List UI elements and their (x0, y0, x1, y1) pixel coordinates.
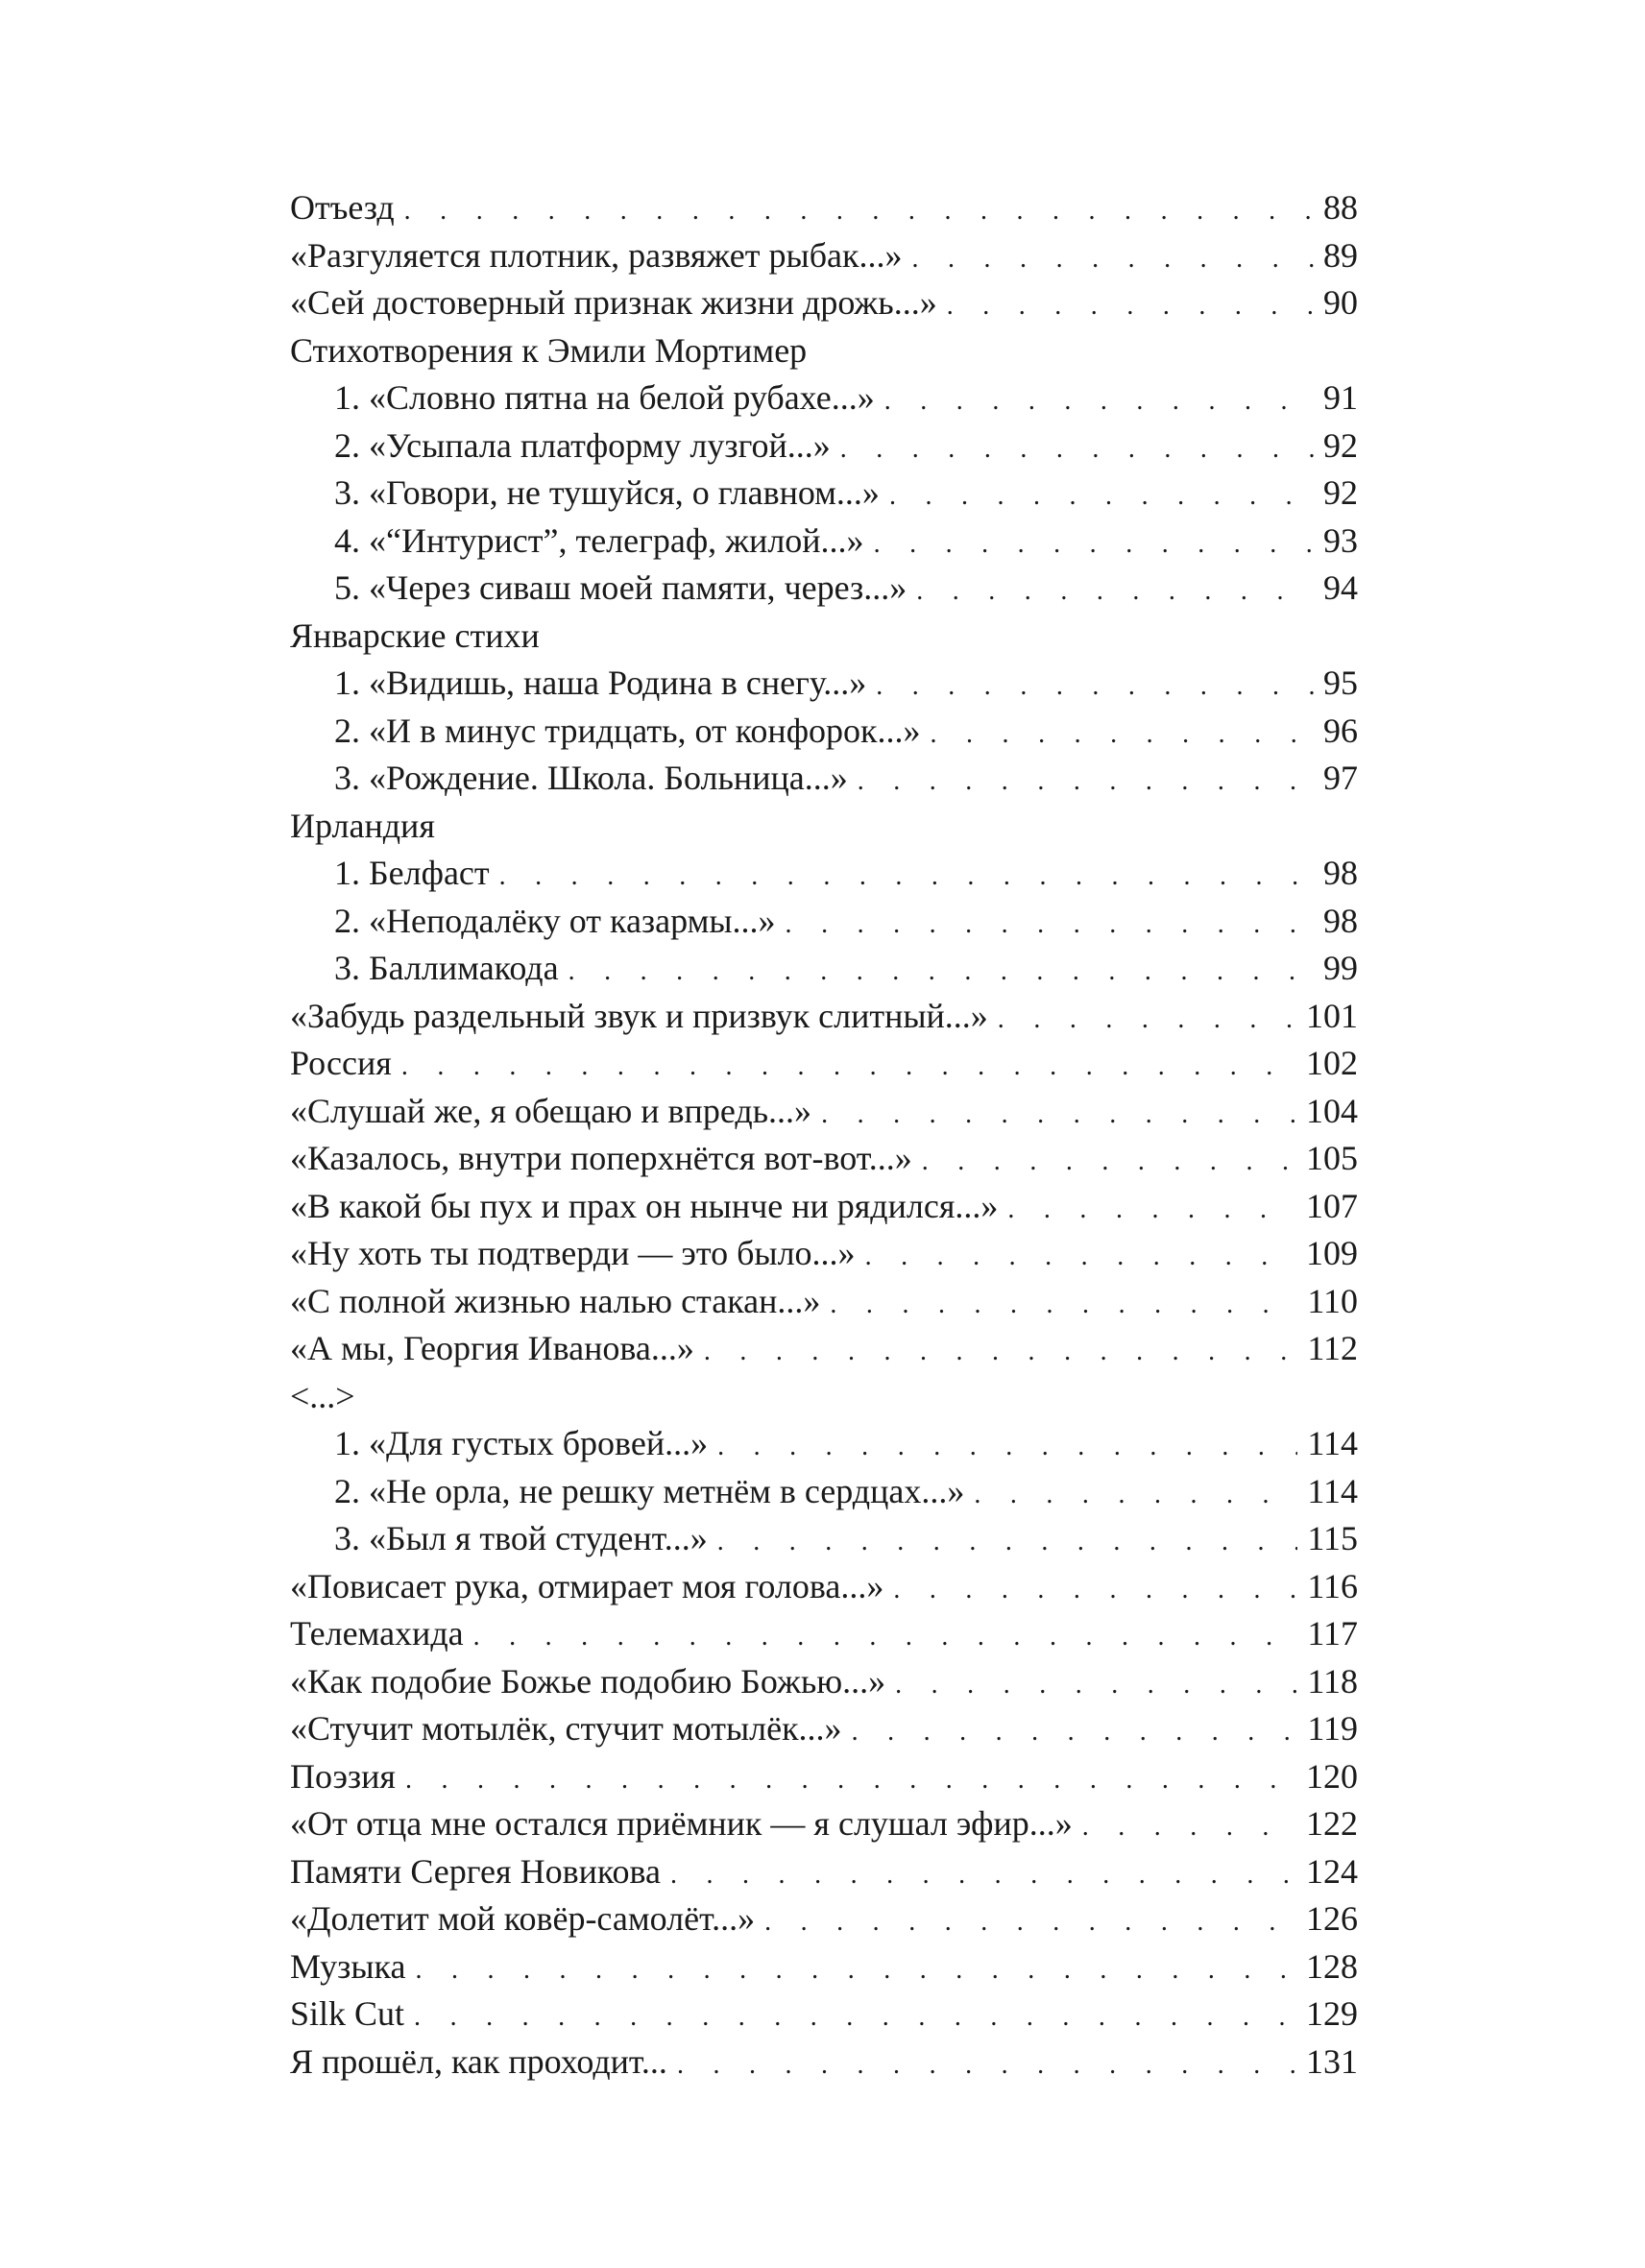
toc-entry (290, 993, 1358, 1041)
toc-entry (290, 1753, 1358, 1801)
dot-leader (717, 1423, 1297, 1468)
toc-entry-title: 2. «Усыпала платформу лузгой...» (334, 425, 831, 465)
dot-leader (998, 996, 1296, 1041)
dot-leader (916, 567, 1314, 613)
dot-leader (876, 663, 1314, 708)
dot-leader (404, 187, 1314, 232)
toc-entry-title: «В какой бы пух и прах он нынче ни рядился...» (290, 1186, 999, 1225)
toc-entry (290, 470, 1358, 518)
toc-entry-title: 1. «Видишь, наша Родина в снегу...» (334, 664, 867, 702)
toc-entry-page-number: 117 (1307, 1614, 1358, 1653)
dot-leader (893, 1566, 1297, 1611)
toc-entry-title: Ирландия (290, 806, 435, 845)
toc-entry (290, 898, 1358, 946)
toc-entry-title: 2. «Не орла, не решку метнём в сердцах...» (334, 1471, 965, 1510)
toc-entry-title: Музыка (290, 1946, 406, 1986)
dot-leader (830, 1281, 1297, 1326)
toc-entry-title: «Слушай же, я обещаю и впредь...» (290, 1091, 812, 1130)
toc-entry-title: Silk Cut (290, 1994, 405, 2033)
toc-entry-title: «Ну хоть ты подтверди — это было...» (290, 1234, 856, 1272)
toc-entry-title: «Сей достоверный признак жизни дрожь...» (290, 283, 937, 322)
toc-entry (290, 374, 1358, 422)
toc-entry-page-number: 93 (1323, 520, 1358, 560)
dot-leader (1082, 1803, 1296, 1848)
dot-leader (401, 1043, 1296, 1088)
toc-entry (290, 1468, 1358, 1516)
dot-leader (874, 520, 1314, 566)
toc-entry (290, 1373, 1358, 1421)
toc-entry-page-number: 90 (1323, 283, 1358, 322)
dot-leader (704, 1328, 1297, 1373)
toc-entry-page-number: 96 (1323, 711, 1358, 750)
toc-entry-title: 3. «Был я твой студент...» (334, 1519, 708, 1557)
dot-leader (912, 235, 1315, 280)
toc-entry-page-number: 92 (1323, 425, 1358, 465)
toc-entry-page-number: 110 (1307, 1281, 1358, 1320)
toc-entry-page-number: 98 (1323, 854, 1358, 892)
toc-entry (290, 1848, 1358, 1896)
toc-entry-title: Поэзия (290, 1756, 396, 1796)
toc-entry-page-number: 109 (1306, 1234, 1358, 1272)
toc-entry-title: Январские стихи (290, 615, 540, 655)
toc-entry (290, 755, 1358, 803)
dot-leader (947, 282, 1314, 327)
toc-entry-title: Стихотворения к Эмили Мортимер (290, 330, 808, 370)
toc-entry-page-number: 122 (1306, 1804, 1358, 1843)
dot-leader (884, 377, 1314, 422)
toc-entry-page-number: 104 (1306, 1091, 1358, 1130)
toc-entry-page-number: 114 (1307, 1424, 1358, 1462)
toc-entry (290, 850, 1358, 898)
toc-entry-page-number: 92 (1323, 473, 1358, 512)
toc-entry-page-number: 101 (1306, 996, 1358, 1035)
toc-entry-page-number: 95 (1323, 664, 1358, 702)
dot-leader (931, 711, 1314, 756)
toc-entry-page-number: 99 (1323, 949, 1358, 987)
toc-entry-title: 1. Белфаст (334, 854, 490, 892)
toc-entry (290, 1610, 1358, 1658)
toc-entry-title: «От отца мне остался приёмник — я слушал эфир...» (290, 1804, 1073, 1843)
toc-entry (290, 1088, 1358, 1136)
toc-entry (290, 1658, 1358, 1706)
toc-entry (290, 1278, 1358, 1326)
toc-entry-page-number: 98 (1323, 901, 1358, 940)
toc-entry-title: 3. «Рождение. Школа. Больница...» (334, 759, 848, 797)
toc-entry (290, 1705, 1358, 1753)
toc-entry (290, 1515, 1358, 1563)
toc-entry-page-number: 131 (1306, 2041, 1358, 2081)
toc-entry (290, 518, 1358, 566)
toc-entry-page-number: 118 (1307, 1661, 1358, 1701)
dot-leader (717, 1518, 1298, 1563)
toc-entry (290, 1991, 1358, 2039)
toc-entry-page-number: 128 (1306, 1946, 1358, 1986)
dot-leader (414, 1993, 1296, 2039)
dot-leader (568, 948, 1314, 993)
toc-entry-page-number: 107 (1306, 1186, 1358, 1225)
dot-leader (865, 1233, 1296, 1278)
toc-entry (290, 1895, 1358, 1943)
dot-leader (473, 1613, 1298, 1658)
toc-entry (290, 232, 1358, 280)
dot-leader (858, 758, 1314, 803)
toc-entry-page-number: 88 (1323, 188, 1358, 227)
toc-entry-title: «А мы, Георгия Иванова...» (290, 1329, 694, 1367)
dot-leader (974, 1471, 1297, 1516)
toc-entry (290, 1040, 1358, 1088)
toc-entry-title: 5. «Через сиваш моей памяти, через...» (334, 568, 907, 607)
toc-entry (290, 1230, 1358, 1278)
toc-entry-title: Я прошёл, как проходит... (290, 2041, 667, 2081)
toc-entry-title: 1. «Словно пятна на белой рубахе...» (334, 378, 875, 417)
toc-entry (290, 803, 1358, 851)
toc-entry (290, 1943, 1358, 1991)
toc-entry-page-number: 119 (1307, 1709, 1358, 1748)
toc-entry (290, 1563, 1358, 1611)
dot-leader (852, 1708, 1298, 1753)
toc-entry-page-number: 116 (1307, 1566, 1358, 1605)
dot-leader (889, 472, 1314, 518)
toc-entry (290, 184, 1358, 232)
toc-entry-title: 4. «“Интурист”, телеграф, жилой...» (334, 520, 864, 560)
dot-leader (922, 1138, 1296, 1183)
toc-entry-page-number: 114 (1307, 1471, 1358, 1510)
toc-entry (290, 327, 1358, 375)
toc-entry-title: 2. «И в минус тридцать, от конфорок...» (334, 711, 921, 750)
toc-entry (290, 279, 1358, 327)
toc-entry-page-number: 89 (1323, 235, 1358, 275)
dot-leader (670, 1851, 1296, 1896)
toc-entry (290, 1183, 1358, 1231)
toc-entry-title: «Как подобие Божье подобию Божью...» (290, 1661, 886, 1701)
toc-entry (290, 2039, 1358, 2087)
dot-leader (895, 1661, 1297, 1706)
toc-entry-title: «Повисает рука, отмирает моя голова...» (290, 1566, 884, 1605)
dot-leader (786, 901, 1314, 946)
toc-entry-title: <...> (290, 1376, 355, 1415)
dot-leader (840, 425, 1314, 470)
toc-entry-title: 3. Баллимакода (334, 949, 559, 987)
toc-entry-title: «Стучит мотылёк, стучит мотылёк...» (290, 1709, 842, 1748)
toc-entry-title: Отъезд (290, 188, 395, 227)
table-of-contents (290, 184, 1358, 2086)
toc-entry-page-number: 97 (1323, 759, 1358, 797)
toc-entry (290, 1135, 1358, 1183)
toc-entry-title: 2. «Неподалёку от казармы...» (334, 901, 776, 940)
dot-leader (677, 2041, 1296, 2087)
toc-entry (290, 708, 1358, 756)
toc-entry-title: 3. «Говори, не тушуйся, о главном...» (334, 473, 880, 512)
toc-entry (290, 660, 1358, 708)
dot-leader (1007, 1186, 1296, 1231)
dot-leader (499, 853, 1314, 898)
toc-entry-title: Телемахида (290, 1614, 464, 1653)
toc-entry-page-number: 115 (1307, 1519, 1358, 1557)
toc-entry-page-number: 129 (1306, 1994, 1358, 2033)
toc-entry-title: 1. «Для густых бровей...» (334, 1424, 709, 1462)
toc-entry-page-number: 105 (1306, 1139, 1358, 1177)
dot-leader (415, 1946, 1296, 1991)
toc-entry (290, 422, 1358, 470)
toc-entry-title: Памяти Сергея Новикова (290, 1851, 661, 1891)
toc-entry-title: «С полной жизнью налью стакан...» (290, 1281, 821, 1320)
toc-entry-page-number: 126 (1306, 1899, 1358, 1938)
toc-entry-title: «Долетит мой ковёр-самолёт...» (290, 1899, 756, 1938)
dot-leader (821, 1091, 1296, 1136)
toc-entry (290, 1325, 1358, 1373)
toc-entry-page-number: 94 (1323, 568, 1358, 607)
toc-entry (290, 1420, 1358, 1468)
toc-entry-page-number: 112 (1307, 1329, 1358, 1367)
dot-leader (764, 1898, 1296, 1943)
toc-entry-title: «Казалось, внутри поперхнётся вот-вот...» (290, 1139, 912, 1177)
toc-entry (290, 613, 1358, 661)
toc-entry (290, 945, 1358, 993)
toc-entry-page-number: 120 (1306, 1756, 1358, 1796)
toc-entry-title: Россия (290, 1044, 392, 1082)
toc-entry (290, 565, 1358, 613)
dot-leader (405, 1756, 1296, 1801)
toc-entry (290, 1800, 1358, 1848)
toc-entry-page-number: 102 (1306, 1044, 1358, 1082)
toc-entry-title: «Разгуляется плотник, развяжет рыбак...» (290, 235, 903, 275)
toc-entry-page-number: 124 (1306, 1851, 1358, 1891)
toc-entry-page-number: 91 (1323, 378, 1358, 417)
toc-entry-title: «Забудь раздельный звук и призвук слитный...» (290, 996, 988, 1035)
